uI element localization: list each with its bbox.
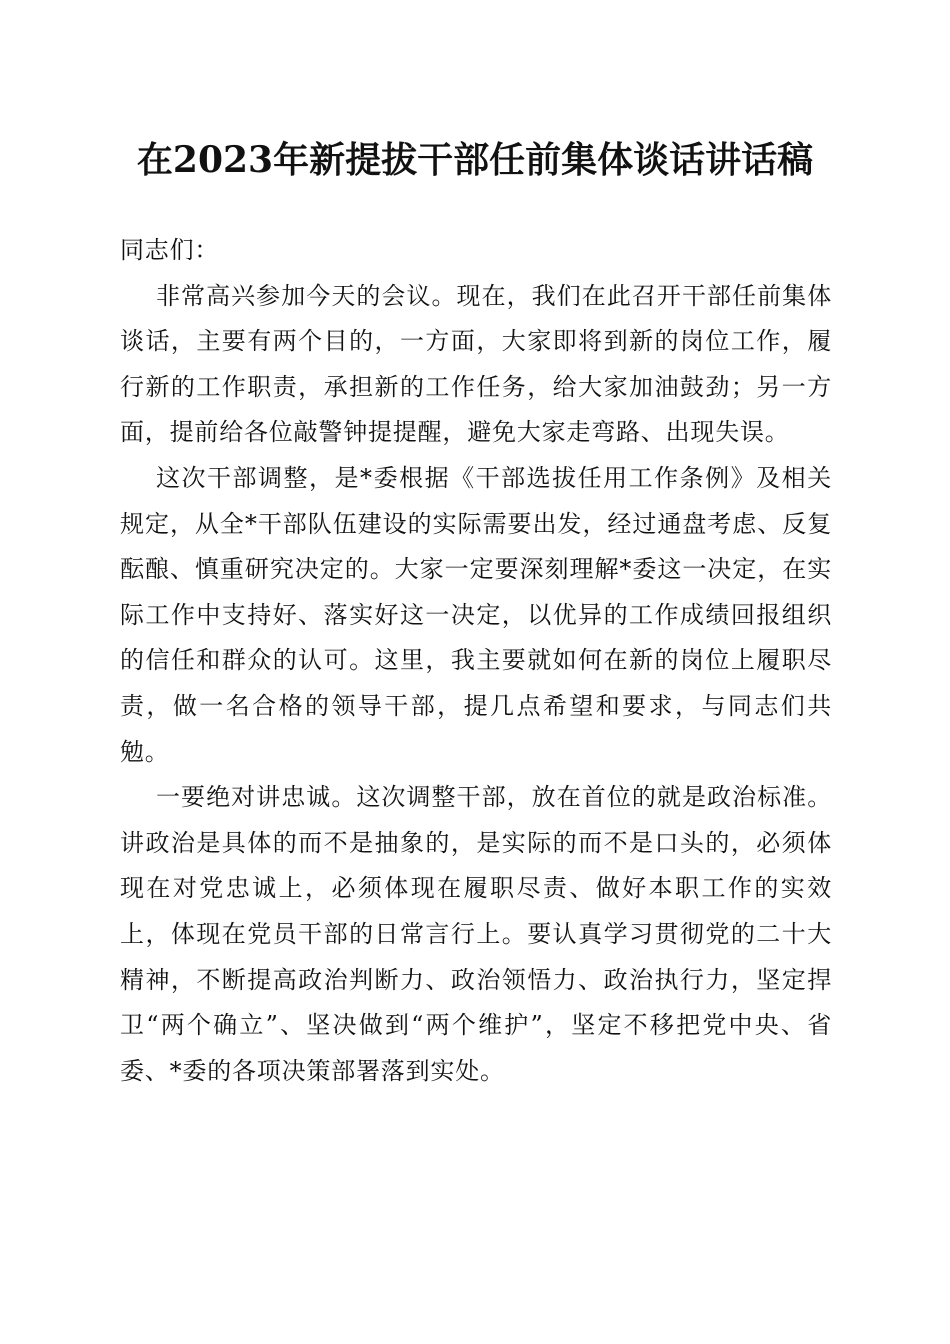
paragraph-opening: 非常高兴参加今天的会议。现在，我们在此召开干部任前集体谈话，主要有两个目的，一方面，大家即将到新的岗位工作，履行新的工作职责，承担新的工作任务，给大家加油鼓劲；另一方面，提前给各位敲警钟提提醒，避免大家走弯路、出现失误。	[120, 281, 832, 447]
salutation: 同志们：	[120, 236, 220, 264]
document-body	[120, 228, 832, 1094]
paragraph-loyalty: 一要绝对讲忠诚。这次调整干部，放在首位的就是政治标准。讲政治是具体的而不是抽象的，是实际的而不是口头的，必须体现在对党忠诚上，必须体现在履职尽责、做好本职工作的实效上，体现在党员干部的日常言行上。要认真学习贯彻党的二十大精神，不断提高政治判断力、政治领悟力、政治执行力，坚定捍卫“两个确立”、坚决做到“两个维护”，坚定不移把党中央、省委、*委的各项决策部署落到实处。	[120, 783, 832, 1085]
document-title: 在2023年新提拔干部任前集体谈话讲话稿	[136, 139, 814, 181]
paragraph-adjustment: 这次干部调整，是*委根据《干部选拔任用工作条例》及相关规定，从全*干部队伍建设的实际需要出发，经过通盘考虑、反复酝酿、慎重研究决定的。大家一定要深刻理解*委这一决定，在实际工作中支持好、落实好这一决定，以优异的工作成绩回报组织的信任和群众的认可。这里，我主要就如何在新的岗位上履职尽责，做一名合格的领导干部，提几点希望和要求，与同志们共勉。	[120, 463, 832, 766]
